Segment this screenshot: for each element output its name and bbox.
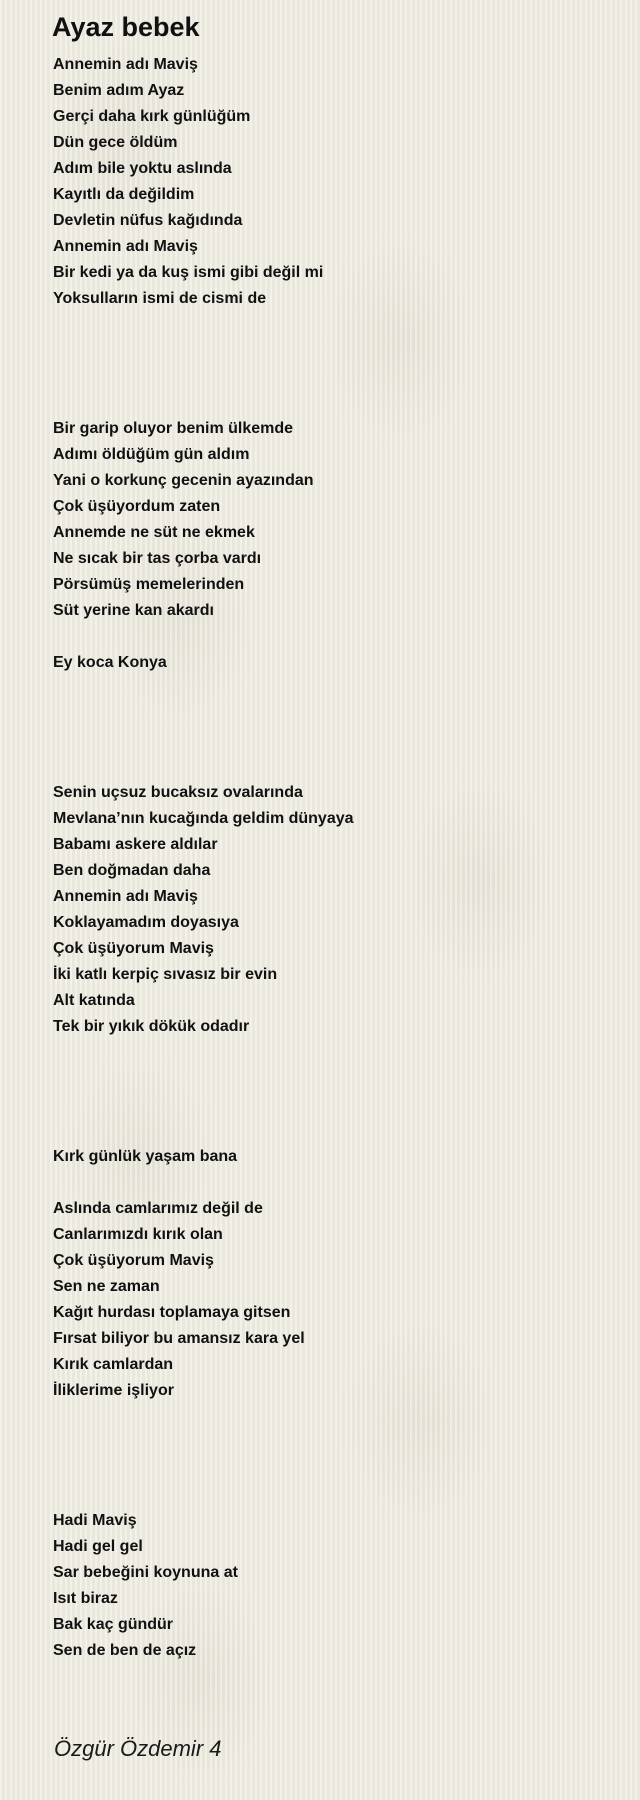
poem-line: Babamı askere aldılar (53, 836, 218, 853)
poem-line: Çok üşüyorum Maviş (53, 940, 214, 957)
poem-author[interactable]: Özgür Özdemir 4 (54, 1736, 222, 1761)
poem-blank-line (53, 1118, 613, 1144)
poem-line: Kağıt hurdası toplamaya gitsen (53, 1304, 291, 1321)
poem-line: Adım bile yoktu aslında (53, 160, 232, 177)
poem-line: Kırık camlardan (53, 1356, 174, 1373)
poem-line: Pörsümüş memelerinden (53, 576, 245, 593)
poem-line: Ne sıcak bir tas çorba vardı (53, 550, 262, 567)
poem-blank-line (53, 702, 613, 728)
poem-line: Annemin adı Maviş (53, 238, 198, 255)
poem-line: Annemde ne süt ne ekmek (53, 524, 255, 541)
poem-line: Kayıtlı da değildim (53, 186, 195, 203)
poem-blank-line (53, 624, 613, 650)
poem-title: Ayaz bebek (52, 12, 200, 42)
poem-blank-line (53, 754, 613, 780)
poem-line: Isıt biraz (53, 1590, 118, 1607)
poem-line: Mevlana’nın kucağında geldim dünyaya (53, 810, 354, 827)
poem-line: Bak kaç gündür (53, 1616, 174, 1633)
poem-line: Senin uçsuz bucaksız ovalarında (53, 784, 303, 801)
poem-line: Fırsat biliyor bu amansız kara yel (53, 1330, 305, 1347)
poem-line: Çok üşüyordum zaten (53, 498, 221, 515)
poem-line: Dün gece öldüm (53, 134, 178, 151)
poem-line: Annemin adı Maviş (53, 56, 198, 73)
poem-blank-line (53, 1430, 613, 1456)
poem-line: Sen ne zaman (53, 1278, 160, 1295)
poem-line: Annemin adı Maviş (53, 888, 198, 905)
poem-blank-line (53, 1092, 613, 1118)
poem-line: Tek bir yıkık dökük odadır (53, 1018, 250, 1035)
poem-line: İliklerime işliyor (53, 1382, 174, 1399)
poem-line: Çok üşüyorum Maviş (53, 1252, 214, 1269)
poem-line: Alt katında (53, 992, 135, 1009)
poem-blank-line (53, 338, 613, 364)
poem-blank-line (53, 1066, 613, 1092)
poem-blank-line (53, 1482, 613, 1508)
poem-line: Devletin nüfus kağıdında (53, 212, 243, 229)
poem-line: Benim adım Ayaz (53, 82, 185, 99)
poem-line: Ey koca Konya (53, 654, 167, 671)
poem-blank-line (53, 1456, 613, 1482)
poem-blank-line (53, 728, 613, 754)
poem-blank-line (53, 1040, 613, 1066)
poem-line: Canlarımızdı kırık olan (53, 1226, 223, 1243)
poem-line: Yani o korkunç gecenin ayazından (53, 472, 314, 489)
poem-line: İki katlı kerpiç sıvasız bir evin (53, 966, 278, 983)
poem-line: Sen de ben de açız (53, 1642, 197, 1659)
poem-line: Adımı öldüğüm gün aldım (53, 446, 250, 463)
poem-line: Süt yerine kan akardı (53, 602, 214, 619)
poem-line: Gerçi daha kırk günlüğüm (53, 108, 251, 125)
poem-blank-line (53, 1170, 613, 1196)
poem-line: Yoksulların ismi de cismi de (53, 290, 267, 307)
poem-line: Aslında camlarımız değil de (53, 1200, 263, 1217)
poem-line: Kırk günlük yaşam bana (53, 1148, 238, 1165)
poem-line: Hadi Maviş (53, 1512, 137, 1529)
poem-body (53, 52, 613, 1664)
poem-line: Sar bebeğini koynuna at (53, 1564, 238, 1581)
poem-line: Koklayamadım doyasıya (53, 914, 239, 931)
poem-line: Hadi gel gel (53, 1538, 143, 1555)
poem-blank-line (53, 1404, 613, 1430)
poem-line: Ben doğmadan daha (53, 862, 211, 879)
poem-line: Bir kedi ya da kuş ismi gibi değil mi (53, 264, 324, 281)
poem-line: Bir garip oluyor benim ülkemde (53, 420, 294, 437)
poem-blank-line (53, 390, 613, 416)
poem-blank-line (53, 676, 613, 702)
poem-blank-line (53, 312, 613, 338)
poem-blank-line (53, 364, 613, 390)
